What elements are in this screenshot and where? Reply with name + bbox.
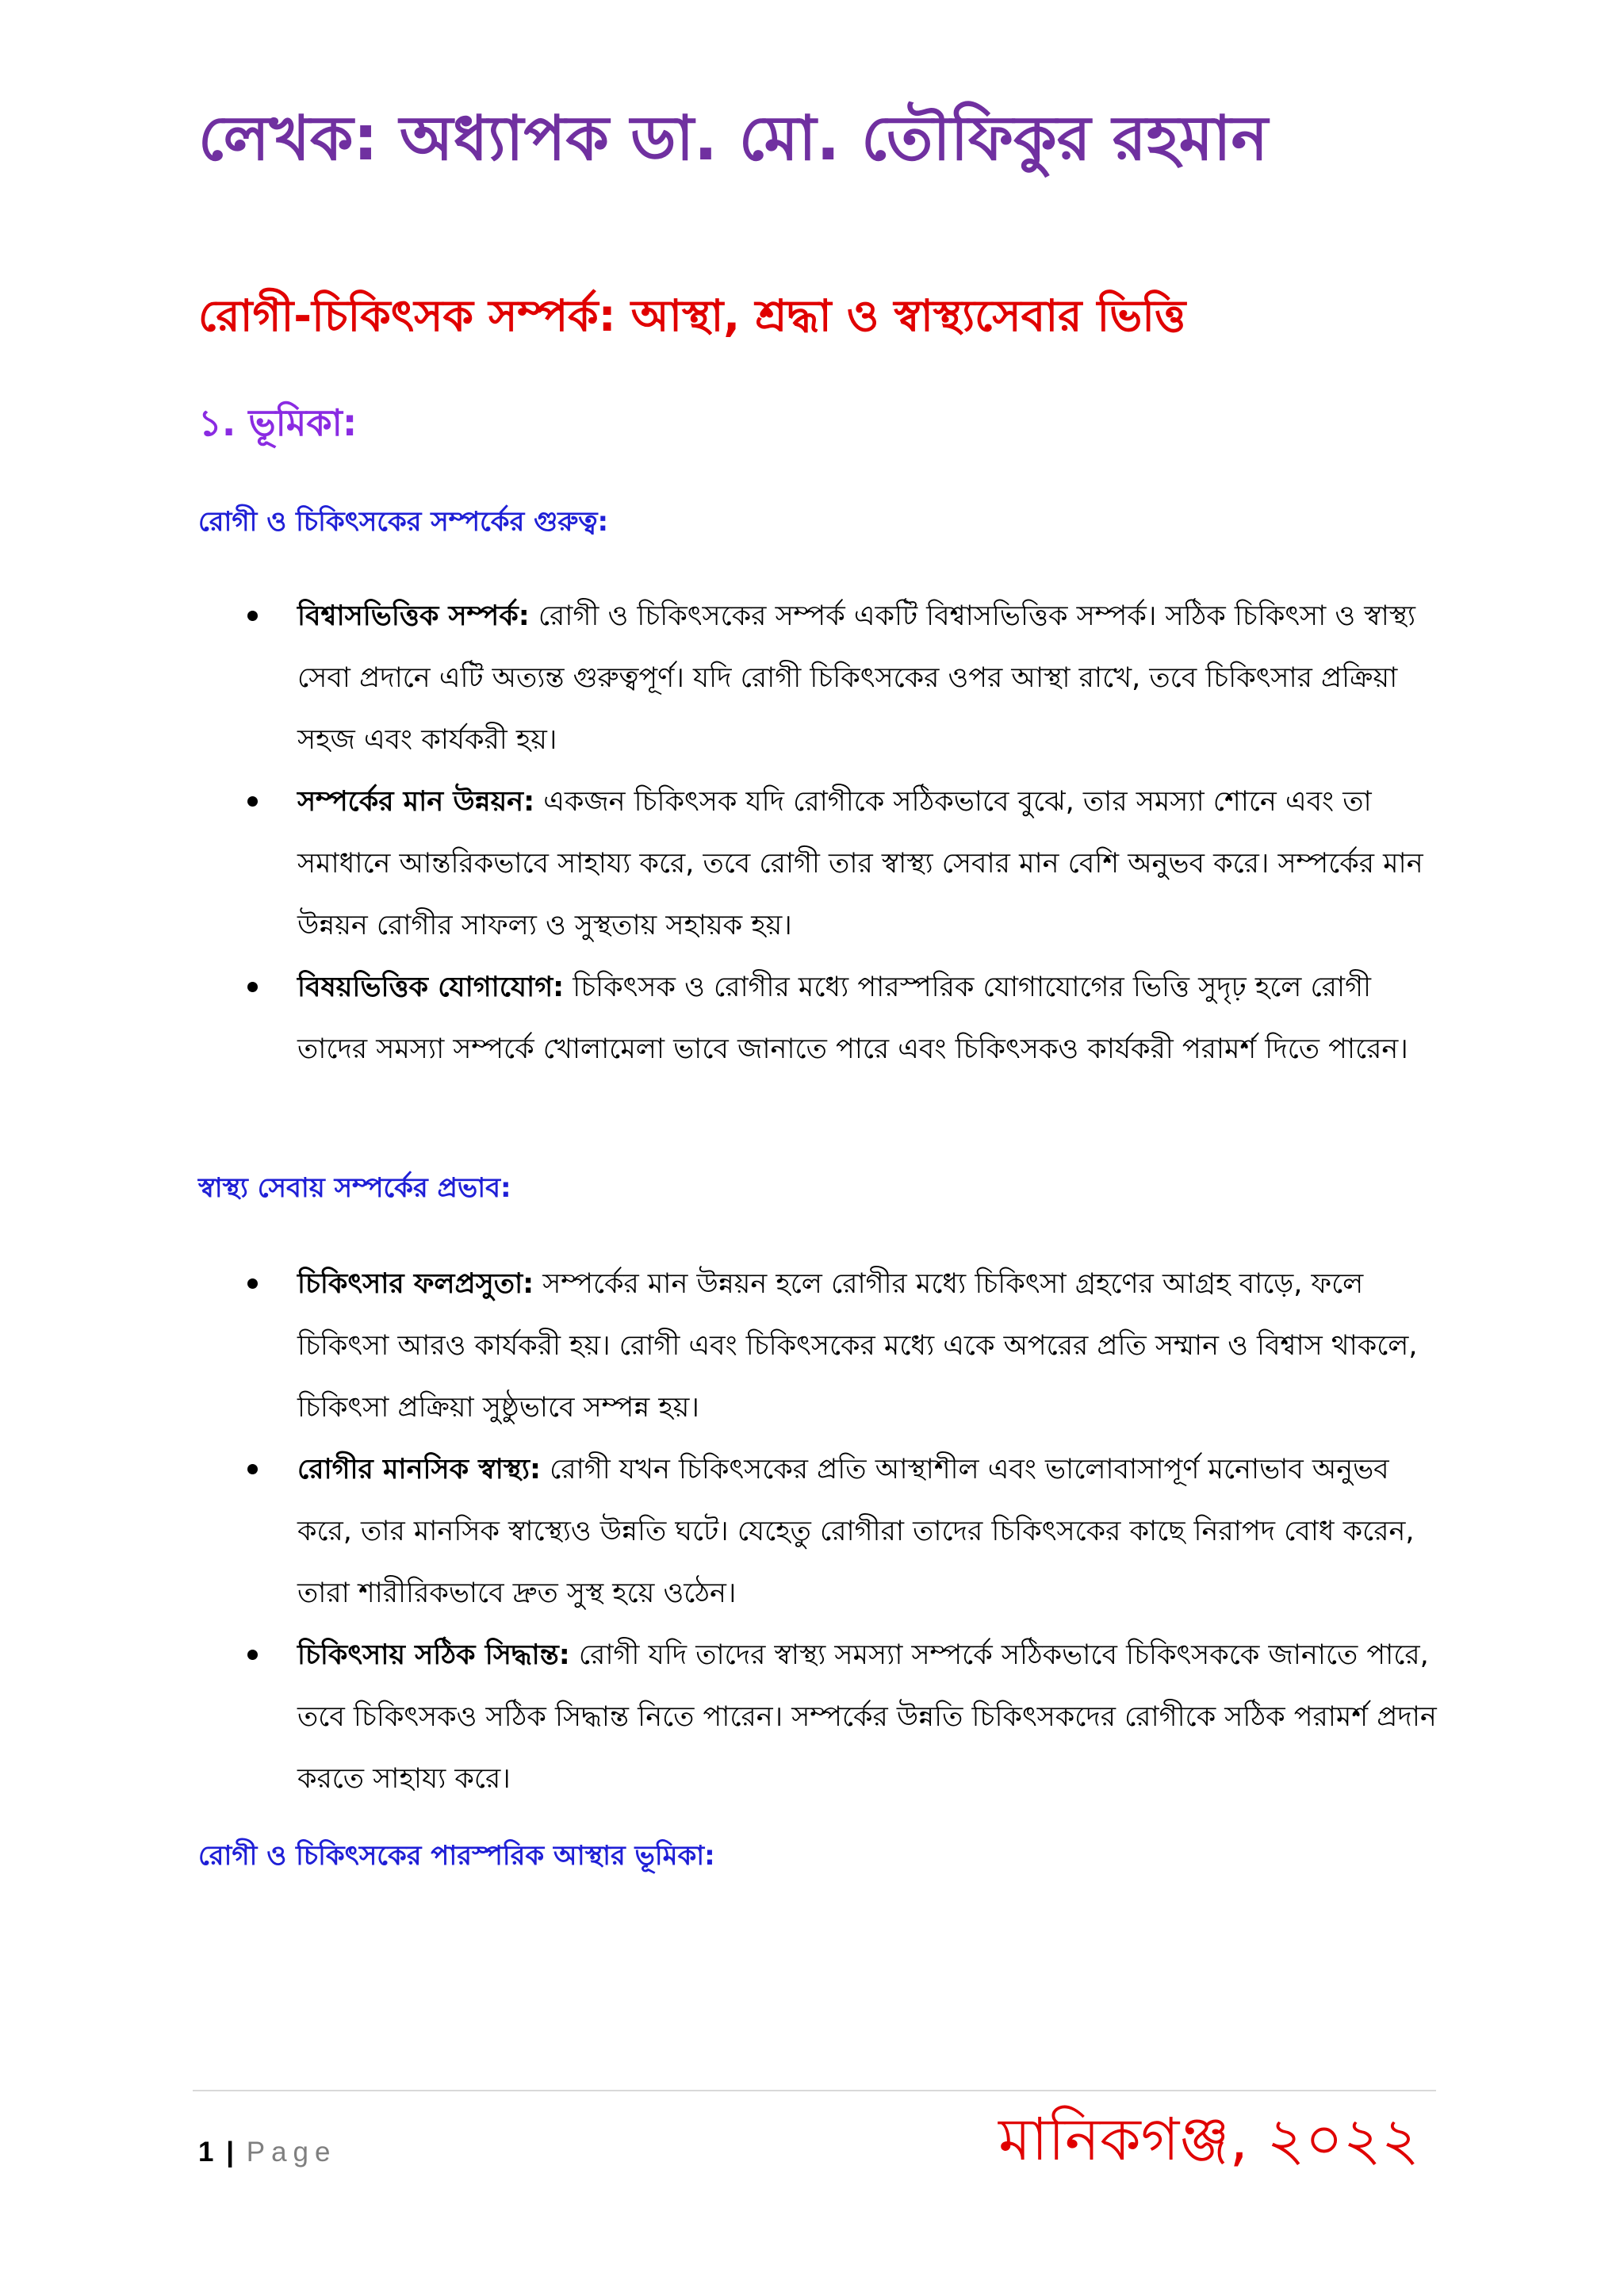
bullet-icon	[247, 1464, 258, 1474]
subheading-mutual-trust: রোগী ও চিকিৎসকের পারস্পরিক আস্থার ভূমিকা:	[198, 1840, 715, 1872]
page-number-value: 1	[198, 2137, 214, 2168]
item-text: রোগী যদি তাদের স্বাস্থ্য সমস্যা সম্পর্কে সঠিকভাবে চিকিৎসককে জানাতে পারে, তবে চিকিৎসকও সঠিক সিদ্ধান্ত নিতে পারেন। সম্পর্কের উন্নতি চিকিৎসকদের রোগীকে সঠিক পরামর্শ প্রদান করতে সাহায্য করে।	[297, 1639, 1437, 1795]
item-text: রোগী ও চিকিৎসকের সম্পর্ক একটি বিশ্বাসভিত্তিক সম্পর্ক। সঠিক চিকিৎসা ও স্বাস্থ্য সেবা প্রদানে এটি অত্যন্ত গুরুত্বপূর্ণ। যদি রোগী চিকিৎসকের ওপর আস্থা রাখে, তবে চিকিৎসার প্রক্রিয়া সহজ এবং কার্যকরী হয়।	[297, 600, 1416, 756]
bullet-icon	[247, 982, 258, 992]
subheading-impact: স্বাস্থ্য সেবায় সম্পর্কের প্রভাব:	[198, 1172, 511, 1204]
place-year: মানিকগঞ্জ, ২০২২	[998, 2106, 1419, 2174]
item-text: একজন চিকিৎসক যদি রোগীকে সঠিকভাবে বুঝে, তার সমস্যা শোনে এবং তা সমাধানে আন্তরিকভাবে সাহায্য করে, তবে রোগী তার স্বাস্থ্য সেবার মান বেশি অনুভব করে। সম্পর্কের মান উন্নয়ন রোগীর সাফল্য ও সুস্থতায় সহায়ক হয়।	[297, 786, 1423, 941]
item-term: বিষয়ভিত্তিক যোগাযোগ:	[297, 972, 565, 1003]
bullet-list-importance	[198, 585, 1443, 1080]
item-term: চিকিৎসায় সঠিক সিদ্ধান্ত:	[297, 1639, 570, 1671]
section-title: ১. ভূমিকা:	[198, 401, 358, 444]
page-number-separator: |	[226, 2137, 234, 2168]
bullet-icon	[247, 1650, 258, 1660]
item-term: রোগীর মানসিক স্বাস্থ্য:	[297, 1454, 542, 1485]
item-term: চিকিৎসার ফলপ্রসুতা:	[297, 1268, 534, 1300]
page-label: Page	[246, 2137, 337, 2168]
author-line: লেখক: অধ্যাপক ডা. মো. তৌফিকুর রহমান	[198, 103, 1269, 174]
item-term: বিশ্বাসভিত্তিক সম্পর্ক:	[297, 600, 530, 632]
document-title: রোগী-চিকিৎসক সম্পর্ক: আস্থা, শ্রদ্ধা ও স্বাস্থ্যসেবার ভিত্তি	[198, 290, 1186, 341]
item-text: চিকিৎসক ও রোগীর মধ্যে পারস্পরিক যোগাযোগের ভিত্তি সুদৃঢ় হলে রোগী তাদের সমস্যা সম্পর্কে খোলামেলা ভাবে জানাতে পারে এবং চিকিৎসকও কার্যকরী পরামর্শ দিতে পারেন।	[297, 972, 1408, 1065]
page-number	[198, 2133, 336, 2171]
list-item	[198, 956, 1443, 1080]
bullet-list-impact	[198, 1253, 1443, 1810]
bullet-icon	[247, 611, 258, 621]
footer-divider	[193, 2090, 1436, 2091]
bullet-icon	[247, 796, 258, 807]
bullet-icon	[247, 1278, 258, 1289]
item-term: সম্পর্কের মান উন্নয়ন:	[297, 786, 535, 818]
list-item	[198, 585, 1443, 771]
item-text: রোগী যখন চিকিৎসকের প্রতি আস্থাশীল এবং ভালোবাসাপূর্ণ মনোভাব অনুভব করে, তার মানসিক স্বাস্থ্যেও উন্নতি ঘটে। যেহেতু রোগীরা তাদের চিকিৎসকের কাছে নিরাপদ বোধ করেন, তারা শারীরিকভাবে দ্রুত সুস্থ হয়ে ওঠেন।	[297, 1454, 1415, 1609]
list-item	[198, 771, 1443, 956]
item-text: সম্পর্কের মান উন্নয়ন হলে রোগীর মধ্যে চিকিৎসা গ্রহণের আগ্রহ বাড়ে, ফলে চিকিৎসা আরও কার্যকরী হয়। রোগী এবং চিকিৎসকের মধ্যে একে অপরের প্রতি সম্মান ও বিশ্বাস থাকলে, চিকিৎসা প্রক্রিয়া সুষ্ঠুভাবে সম্পন্ন হয়।	[297, 1268, 1418, 1424]
list-item	[198, 1439, 1443, 1624]
list-item	[198, 1253, 1443, 1439]
list-item	[198, 1624, 1443, 1810]
subheading-importance: রোগী ও চিকিৎসকের সম্পর্কের গুরুত্ব:	[198, 506, 609, 538]
